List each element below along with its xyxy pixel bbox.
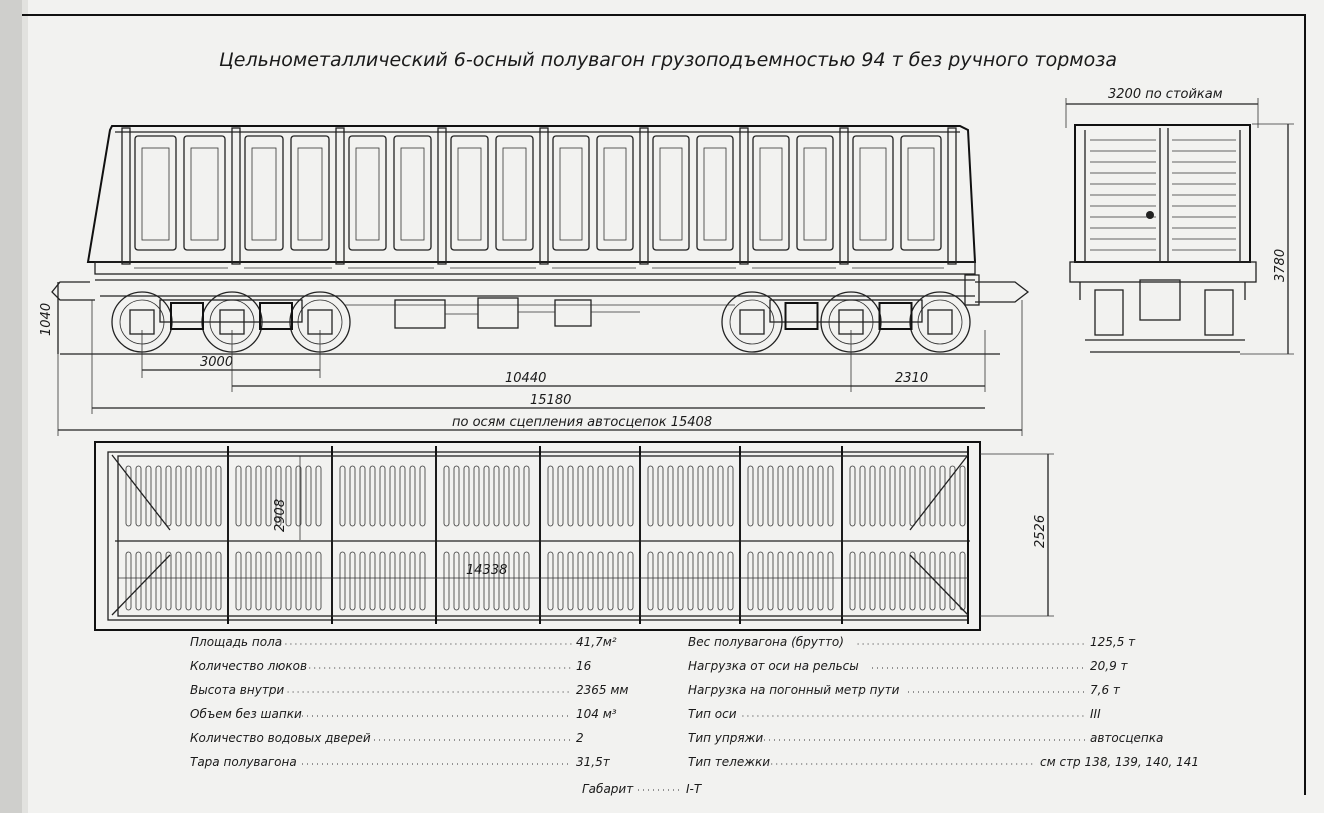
floor-slot	[900, 552, 905, 610]
floor-slot	[558, 552, 563, 610]
floor-slot	[728, 466, 733, 526]
panel-recess	[252, 148, 276, 240]
floor-slot	[370, 466, 375, 526]
floor-slot	[960, 552, 965, 610]
floor-slot	[598, 552, 603, 610]
spec-value: 104 м³	[576, 707, 617, 721]
panel-recess	[142, 148, 169, 240]
floor-slot	[698, 552, 703, 610]
spec-value: 2	[576, 731, 584, 745]
end-body-outline	[1075, 125, 1250, 262]
dim-bogie-gauge: 2526	[1033, 514, 1048, 548]
floor-slot	[474, 466, 479, 526]
spec-value: 2365 мм	[576, 683, 629, 697]
floor-slot	[246, 466, 251, 526]
scan-edge-inner	[22, 0, 28, 813]
side-panels	[134, 136, 944, 268]
dim-frame-length: 15180	[530, 393, 572, 408]
floor-slot	[548, 552, 553, 610]
side-panel	[653, 136, 689, 250]
floor-slot	[890, 466, 895, 526]
floor-slot	[648, 552, 653, 610]
floor-slot	[444, 466, 449, 526]
end-slats	[1090, 140, 1236, 250]
floor-slot	[136, 466, 141, 526]
floor-slot	[306, 466, 311, 526]
floor-slot	[514, 552, 519, 610]
floor-slot	[514, 466, 519, 526]
floor-slot	[648, 466, 653, 526]
floor-slot	[176, 466, 181, 526]
floor-slot	[216, 552, 221, 610]
spec-label: Количество люков	[190, 659, 308, 673]
floor-slot	[798, 552, 803, 610]
panel-recess	[760, 148, 782, 240]
floor-slot	[126, 552, 131, 610]
floor-slot	[400, 552, 405, 610]
floor-slot	[350, 466, 355, 526]
dim-inner-width: 2908	[273, 498, 288, 532]
panel-recess	[298, 148, 322, 240]
floor-slot	[558, 466, 563, 526]
floor-slot	[588, 552, 593, 610]
panel-recess	[704, 148, 726, 240]
end-sill	[1070, 262, 1256, 282]
plan-floor-slots	[126, 466, 965, 610]
axle-box	[740, 310, 764, 334]
floor-slot	[940, 552, 945, 610]
floor-slot	[910, 552, 915, 610]
floor-slot	[728, 552, 733, 610]
floor-slot	[316, 552, 321, 610]
floor-slot	[808, 466, 813, 526]
floor-slot	[296, 552, 301, 610]
floor-slot	[156, 552, 161, 610]
floor-slot	[628, 552, 633, 610]
side-panel	[753, 136, 789, 250]
side-posts	[122, 128, 956, 264]
spring-set	[786, 303, 818, 329]
floor-slot	[568, 552, 573, 610]
floor-slot	[748, 466, 753, 526]
side-panel	[451, 136, 488, 250]
gauge-value: I-Т	[686, 782, 702, 796]
spring-set	[880, 303, 912, 329]
floor-slot	[286, 552, 291, 610]
floor-slot	[708, 552, 713, 610]
floor-slot	[678, 552, 683, 610]
side-post	[840, 128, 848, 264]
floor-slot	[494, 466, 499, 526]
floor-slot	[484, 466, 489, 526]
panel-recess	[458, 148, 481, 240]
floor-slot	[236, 466, 241, 526]
floor-slot	[340, 466, 345, 526]
floor-slot	[758, 466, 763, 526]
floor-slot	[494, 552, 499, 610]
bogies	[112, 292, 970, 352]
floor-slot	[678, 466, 683, 526]
side-panel	[394, 136, 431, 250]
spring-set	[171, 303, 203, 329]
spec-label: Нагрузка от оси на рельсы	[688, 659, 859, 673]
spec-label: Количество водовых дверей	[190, 731, 371, 745]
floor-slot	[930, 466, 935, 526]
floor-slot	[588, 466, 593, 526]
panel-recess	[503, 148, 526, 240]
floor-slot	[186, 466, 191, 526]
floor-slot	[206, 466, 211, 526]
floor-slot	[548, 466, 553, 526]
floor-slot	[454, 466, 459, 526]
panel-recess	[860, 148, 886, 240]
floor-slot	[850, 552, 855, 610]
floor-slot	[788, 552, 793, 610]
side-post	[540, 128, 548, 264]
side-post	[948, 128, 956, 264]
floor-slot	[504, 466, 509, 526]
dim-coupler-height: 1040	[39, 302, 54, 336]
floor-slot	[900, 466, 905, 526]
spec-label: Высота внутри	[190, 683, 285, 697]
wheel-rim	[730, 300, 774, 344]
floor-slot	[136, 552, 141, 610]
floor-slot	[870, 552, 875, 610]
floor-slot	[870, 466, 875, 526]
end-wheel-right	[1205, 290, 1233, 335]
floor-slot	[146, 552, 151, 610]
floor-slot	[166, 466, 171, 526]
dim-bogie-centers: 10440	[505, 371, 547, 386]
spec-label: Тип упряжи	[688, 731, 764, 745]
floor-slot	[176, 552, 181, 610]
side-post	[122, 128, 130, 264]
floor-slot	[758, 552, 763, 610]
floor-slot	[718, 466, 723, 526]
spec-label: Нагрузка на погонный метр пути	[688, 683, 900, 697]
floor-slot	[910, 466, 915, 526]
floor-slot	[246, 552, 251, 610]
panel-recess	[908, 148, 934, 240]
floor-slot	[400, 466, 405, 526]
floor-slot	[698, 466, 703, 526]
floor-slot	[216, 466, 221, 526]
spec-value: 41,7м²	[576, 635, 617, 649]
side-panel	[349, 136, 386, 250]
axle-box	[928, 310, 952, 334]
floor-slot	[256, 552, 261, 610]
floor-slot	[748, 552, 753, 610]
side-view	[39, 126, 1028, 436]
plan-view	[95, 442, 1054, 630]
spec-value: см стр 138, 139, 140, 141	[1040, 755, 1199, 769]
side-panel	[135, 136, 176, 250]
spec-value: 7,6 т	[1090, 683, 1120, 697]
side-panel	[553, 136, 589, 250]
floor-slot	[524, 466, 529, 526]
panel-recess	[401, 148, 424, 240]
floor-slot	[474, 552, 479, 610]
floor-slot	[828, 466, 833, 526]
floor-slot	[484, 552, 489, 610]
plan-hatches	[118, 446, 968, 624]
side-post	[640, 128, 648, 264]
floor-slot	[880, 466, 885, 526]
brake-equipment	[395, 298, 640, 328]
side-panel	[245, 136, 283, 250]
floor-slot	[266, 552, 271, 610]
right-coupler	[975, 282, 1028, 302]
spec-label: Тип тележки	[688, 755, 771, 769]
dim-coupler-length: по осям сцепления автосцепок 15408	[452, 415, 713, 430]
floor-slot	[658, 466, 663, 526]
floor-slot	[708, 466, 713, 526]
panel-recess	[804, 148, 826, 240]
floor-slot	[818, 466, 823, 526]
floor-slot	[504, 552, 509, 610]
hatch-bay	[740, 456, 842, 616]
floor-slot	[688, 466, 693, 526]
floor-slot	[410, 466, 415, 526]
floor-slot	[340, 552, 345, 610]
floor-slot	[778, 552, 783, 610]
spec-value: III	[1090, 707, 1101, 721]
panel-recess	[356, 148, 379, 240]
floor-slot	[768, 466, 773, 526]
end-coupler	[1140, 280, 1180, 320]
floor-slot	[464, 552, 469, 610]
panel-recess	[604, 148, 626, 240]
panel-recess	[191, 148, 218, 240]
floor-slot	[618, 552, 623, 610]
floor-slot	[370, 552, 375, 610]
side-panel	[853, 136, 893, 250]
floor-slot	[256, 466, 261, 526]
dim-total-height: 3780	[1273, 248, 1288, 282]
dim-inner-length: 14338	[466, 563, 508, 578]
floor-slot	[380, 552, 385, 610]
floor-slot	[186, 552, 191, 610]
floor-slot	[628, 466, 633, 526]
floor-slot	[380, 466, 385, 526]
floor-slot	[236, 552, 241, 610]
floor-slot	[608, 552, 613, 610]
floor-slot	[196, 466, 201, 526]
floor-slot	[828, 552, 833, 610]
dim-overhang: 2310	[895, 371, 929, 386]
floor-slot	[444, 552, 449, 610]
spec-value: 31,5т	[576, 755, 610, 769]
end-view	[1066, 87, 1294, 354]
floor-slot	[350, 552, 355, 610]
floor-slot	[410, 552, 415, 610]
floor-slot	[808, 552, 813, 610]
hatch-bay	[540, 456, 640, 616]
floor-slot	[390, 466, 395, 526]
side-post	[232, 128, 240, 264]
side-panel	[184, 136, 225, 250]
spec-value: 125,5 т	[1090, 635, 1136, 649]
side-panel	[597, 136, 633, 250]
floor-slot	[768, 552, 773, 610]
scan-edge	[0, 0, 22, 813]
panel-recess	[560, 148, 582, 240]
floor-slot	[860, 552, 865, 610]
floor-slot	[568, 466, 573, 526]
side-post	[740, 128, 748, 264]
floor-slot	[718, 552, 723, 610]
floor-slot	[166, 552, 171, 610]
end-wheel-left	[1095, 290, 1123, 335]
spec-label: Площадь пола	[190, 635, 283, 649]
spec-label: Тип оси	[688, 707, 737, 721]
floor-slot	[880, 552, 885, 610]
wheel-rim	[918, 300, 962, 344]
floor-slot	[890, 552, 895, 610]
floor-slot	[360, 552, 365, 610]
spec-value: 16	[576, 659, 592, 673]
car-body-outline	[88, 126, 975, 262]
floor-slot	[276, 552, 281, 610]
spec-value: 20,9 т	[1090, 659, 1128, 673]
spec-label: Тара полувагона	[190, 755, 297, 769]
floor-slot	[618, 466, 623, 526]
floor-slot	[146, 466, 151, 526]
floor-slot	[608, 466, 613, 526]
dim-end-width: 3200 по стойкам	[1108, 87, 1223, 102]
floor-slot	[360, 466, 365, 526]
side-panel	[496, 136, 533, 250]
side-panel	[797, 136, 833, 250]
floor-slot	[196, 552, 201, 610]
floor-slot	[668, 552, 673, 610]
floor-slot	[316, 466, 321, 526]
hatch-bay	[640, 456, 740, 616]
floor-slot	[390, 552, 395, 610]
floor-slot	[578, 466, 583, 526]
drawing-title: Цельнометаллический 6-осный полувагон грузоподъемностью 94 т без ручного тормоза	[219, 49, 1117, 71]
floor-slot	[524, 552, 529, 610]
side-post	[336, 128, 344, 264]
floor-slot	[920, 552, 925, 610]
side-panel	[901, 136, 941, 250]
side-panel	[697, 136, 733, 250]
floor-slot	[578, 552, 583, 610]
floor-slot	[818, 552, 823, 610]
floor-slot	[668, 466, 673, 526]
floor-slot	[960, 466, 965, 526]
floor-slot	[658, 552, 663, 610]
spec-label: Объем без шапки	[190, 707, 302, 721]
floor-slot	[306, 552, 311, 610]
side-panel	[291, 136, 329, 250]
specifications	[190, 635, 1199, 769]
floor-slot	[860, 466, 865, 526]
spec-value: автосцепка	[1090, 731, 1164, 745]
floor-slot	[940, 466, 945, 526]
floor-slot	[454, 552, 459, 610]
floor-slot	[798, 466, 803, 526]
floor-slot	[688, 552, 693, 610]
dim-bogie-wheelbase: 3000	[200, 355, 234, 370]
floor-slot	[788, 466, 793, 526]
floor-slot	[420, 552, 425, 610]
floor-slot	[850, 466, 855, 526]
spring-set	[260, 303, 292, 329]
floor-slot	[266, 466, 271, 526]
side-post	[438, 128, 446, 264]
floor-slot	[420, 466, 425, 526]
gauge-label: Габарит	[582, 782, 634, 796]
spec-label: Вес полувагона (брутто)	[688, 635, 844, 649]
panel-recess	[660, 148, 682, 240]
floor-slot	[778, 466, 783, 526]
floor-slot	[464, 466, 469, 526]
floor-slot	[206, 552, 211, 610]
floor-slot	[598, 466, 603, 526]
